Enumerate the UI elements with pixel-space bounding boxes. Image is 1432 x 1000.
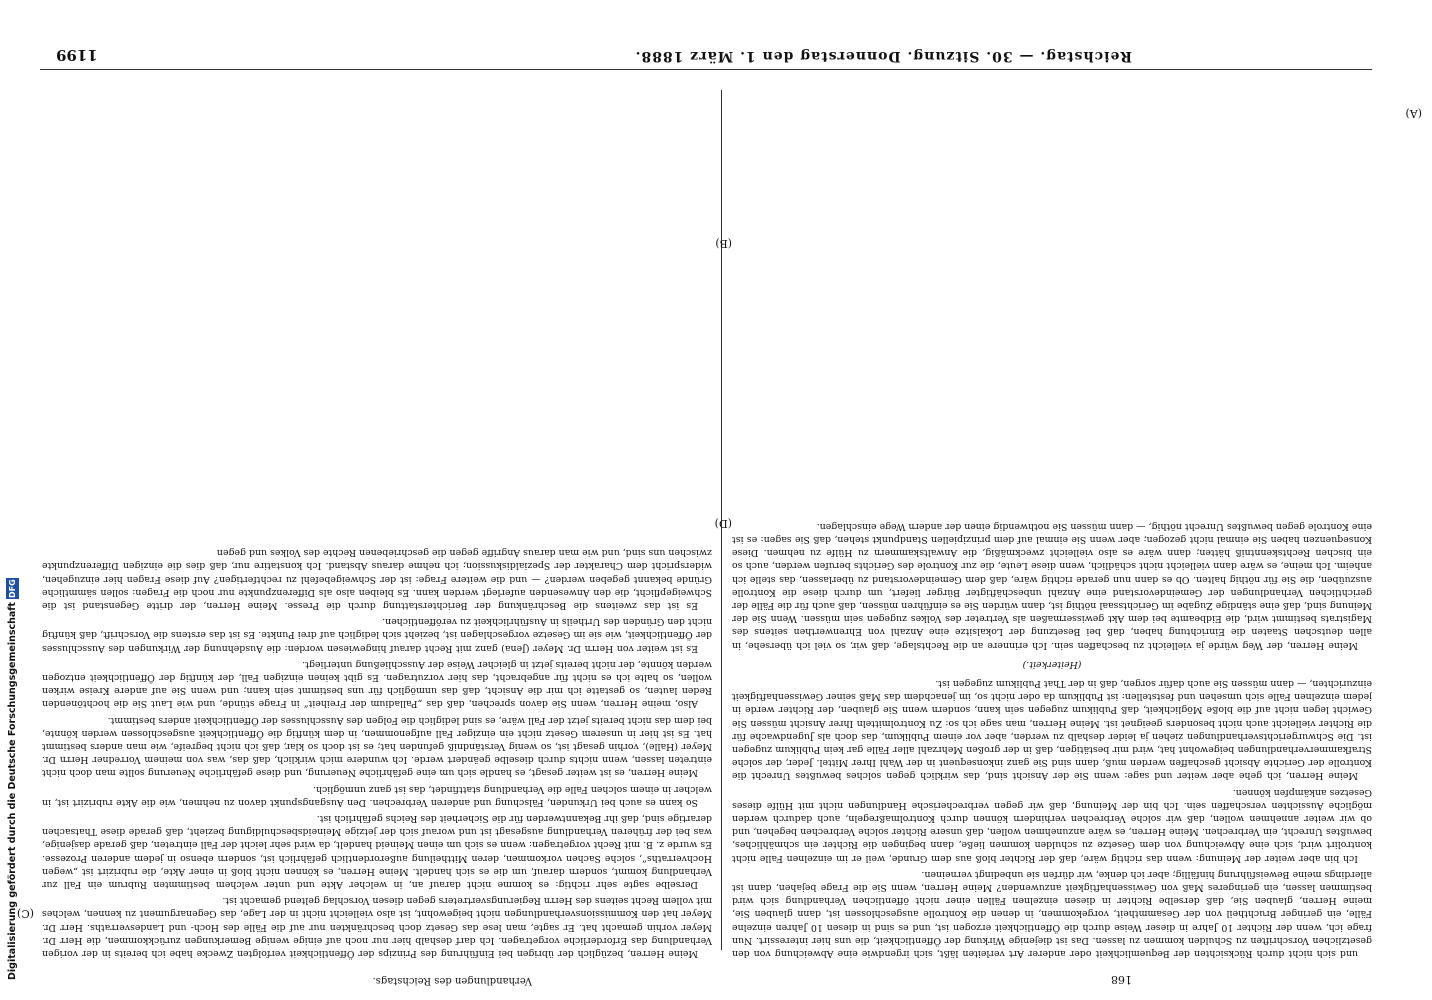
paragraph: So kann es auch bei Urkunden, Fälschung und anderen Verbrechen. Den Ausgangspunkt davon zu nehmen, wie die Akte rubrizirt ist, in welcher in einem solchen Falle die Verhandlung stattfindet, das ist ganz unmöglich. (42, 783, 712, 808)
paragraph: Derselbe sagte sehr richtig: es komme nicht darauf an, in welcher Akte und unter welchem bestimmten Rubrum ein Fall zur Verhandlung kommt, sondern darauf, um die es sich handelt. Meine Herren, es können nicht bloß in einer Akte, die rubrizirt ist „wegen Hochverraths“, solche Sachen vorkommen, deren Mittheilung außerordentlich gefährlich ist, sondern ebenso in jedem anderen Prozesse. Es wurde z. B. mit Recht vorgetragen: wenn es sich um einen Meineid handelt, da wird sehr leicht der Fall eintreten, daß gerade dasjenige, was bei der früheren Verhandlung ausgesagt ist und worauf sich der jetzige Meineidsbeschuldigung bezieht, daß gerade diese Thatsachen derartige sind, daß ihr Bekanntwerden für die Sicherheit des Reichs gefährlich ist. (42, 812, 712, 890)
signature-mark: 168 (1111, 973, 1132, 986)
paragraph: Meine Herren, es ist weiter gesagt, es handle sich um eine gefährliche Neuerung, und diese gefährliche Neuerung sollte man doch nicht eintreten lassen, wenn nichts durch dieselbe geändert werde. Ich wundere mich wirklich, daß das, was von meinem Vorredner Herrn Dr. Meyer (Halle), vorhin gesagt ist, so wenig Verständniß gefunden hat; es ist doch so klar, daß ich nicht begreife, wie man anders bestimmt hat. Es ist hier in unserem Gesetz nicht ein einziger Fall aufgenommen, in dem künftig die Öffentlichkeit ausgeschlossen werden könnte, bei dem das nicht bereits jetzt der Fall wäre, es sind lediglich die Folgen des Ausschlusses der Öffentlichkeit anders bestimmt. (42, 714, 712, 779)
margin-mark-a: (A) (1405, 107, 1422, 120)
dfg-logo: DFG (8, 579, 17, 598)
paragraph: Also, meine Herren, wenn Sie davon sprechen, daß das „Palladium der Freiheit“ in Frage stünde, und wie Laut Sie die hochtönenden Reden lauten, so gestatte ich mir die Ansicht, daß das unmöglich für uns bestimmt sein kann; und wenn Sie auf andere Kreise wirken wollen, so halte ich es nicht für angebracht, das hier vorzutragen. Es gibt keinen einzigen Fall, der künftig der Öffentlichkeit entzogen werden könnte, der nicht bereits jetzt in gleicher Weise der Ausschließung unterliegt. (42, 658, 712, 710)
margin-mark-b: (B) (715, 237, 732, 250)
left-footer: Verhandlungen des Reichstags. (372, 975, 532, 986)
credit-text: Digitalisierung gefördert durch die Deutsche Forschungsgemeinschaft (7, 602, 18, 980)
interjection: (Heiterkeit.) (1022, 658, 1082, 670)
left-column (732, 80, 1372, 960)
dfg-credit (6, 30, 22, 980)
page-title: Reichstag. — 30. Sitzung. Donnerstag den 1. März 1888. (634, 48, 1132, 64)
paragraph: Es ist weiter von Herrn Dr. Meyer (Jena) ganz mit Recht darauf hingewiesen worden: die Ausdehnung der Wirkungen des Ausschlusses der Öffentlichkeit, wie sie im Gesetze vorgeschlagen ist, bezieht sich lediglich auf drei Punkte. Es ist das erstens die Vorschrift, daß künftig nicht den Gründen des Urtheils in Ausführlichkeit zu veröffentlichen. (42, 616, 712, 654)
margin-mark-d: (D) (714, 517, 732, 530)
paragraph: und sich nicht durch Rücksichten der Bequemlichkeit oder anderer Art verleiten läßt, sich irgendwie eine Abweichung von den gesetzlichen Vorschriften zu Schulden kommen zu lassen. Das ist diejenige Wirkung der Öffentlichkeit, die uns hier interessirt. Nun frage ich, wenn der Richter 10 Jahre in dieser Weise durch die Öffentlichkeit erzogen ist, und es sind in diesen 10 Jahren einzelne Fälle, ein geringer Bruchtheil von der Gesammtheit, vorgekommen, in denen die Kontrolle ausgeschlossen ist, dann glauben Sie, meine Herren, glauben Sie, daß derselbe Richter in diesen einzelnen Fällen einer nicht öffentlichen Verhandlung sich wird bestimmen lassen, ein geringeres Maß von Gewissenhaftigkeit anzuwenden? Meine Herren, wenn Sie die Frage bejahen, dann ist allerdings meine Beweisführung hinfällig; aber ich denke, wir dürfen sie unbedingt verneinen. (732, 868, 1372, 959)
paragraph: Meine Herren, ich gehe aber weiter und sage: wenn Sie der Ansicht sind, das wirklich gegen solches bewußtes Unrecht die Kontrolle der Gerichte Absicht geschaffen werden muß, dann sind Sie ganz inkonsequent in der Wahl Ihrer Mittel. Jeder, der solche Strafkammerverhandlungen beigewohnt hat, wird mir bestätigen, daß in der großen Mehrzahl aller Fälle gar kein Publikum zugegen ist. Die Schwurgerichtsverhandlungen ziehen ja leider deshalb zu werden, aber vor einem Publikum, das doch als Jugendwache für die Richter vielleicht auch nicht besonders geeignet ist. Meine Herren, man sage ich so: Zu Kontrolmitteln Ihrer Ansicht müssen Sie Gewicht legen nicht auf die bloße Möglichkeit, daß Publikum zugegen sein kann, sondern wenn Sie glauben, der Richter werde in jedem einzelnen Falle sich umsehen und feststellen: ist Publikum da oder nicht so, im jenachdem das Maß seiner Gewissenhaftigkeit einzurichten, — dann müssen Sie auch dafür sorgen, daß in der That Publikum zugegen ist. (732, 677, 1372, 782)
margin-mark-c: (C) (17, 907, 34, 920)
paragraph: Meine Herren, der Weg würde ja vielleicht zu beschaffen sein. Ich erinnere an die Rechtslage, daß wir, so viel ich übersehe, in allen deutschen Staaten die Einrichtung haben, daß bei Besetzung der Lokalsitze eine Anzahl von Ehrenwerthen seitens des Magistrats bestimmt wird, die Eidbeamte bei dem Akt gewissermaßen als Vertreter des Volkes zugegen sein müssen. Wenn Sie der Meinung sind, daß eine ständige Zugabe im Gerichtssaal nöthig ist, dann würden Sie es einführen müssen, daß auch für die Fälle der gerichtlichen Verhandlungen der Gemeindevorstand eine Anzahl unbeschäftigter Bürger liefert, um durch diese die Kontrolle auszuüben, die Sie für nöthig halten. Ob es dann nun gerade richtig wäre, daß dem Gemeindevorstand zu überlassen, das stelle ich anheim. Ich meine, es wäre dann vielleicht nicht schädlich, wenn diese Leute, die zur Kontrole des Gerichts berufen werden, auch so ein bischen Rechtskenntniß hätten; dann wäre es also vielleicht zweckmäßig, die Anwaltskammern zu Hülfe zu nehmen. Diese Konsequenzen haben Sie einmal nicht gezogen; aber wenn Sie einmal auf dem prinzipiellen Standpunkt stehen, daß Sie sagen: es ist eine Kontrole gegen bewußtes Unrecht nöthig, — dann müssen Sie nothwendig einen der andern Wege einschlagen. (732, 520, 1372, 651)
right-column (42, 80, 712, 960)
paragraph: Meine Herren, bezüglich der übrigen bei Einführung des Prinzips der Öffentlichkeit verfolgten Zwecke habe ich bereits in der vorigen Verhandlung das Erforderliche vorgetragen. Ich darf deshalb hier nur noch auf einige wenige Bemerkungen zurückkommen, die Herr Dr. Meyer vorhin gemacht hat. Er sagte, man lese das Gesetz doch beschränkten nur auf die Fälle des Hoch- und Landesverraths. Herr Dr. Meyer hat den Kommissionsverhandlungen nicht beigewohnt, ist also vielleicht nicht in der Lage, das Gegenargument zu kennen, welches mit vollem Recht seitens des Herrn Regierungsvertreters gegen diesen Vorschlag geltend gemacht ist. (42, 895, 712, 959)
page-number: 1199 (56, 46, 98, 64)
page-header (40, 38, 1372, 68)
paragraph: Ich bin aber weiter der Meinung: wenn das richtig wäre, daß der Richter bloß aus dem Grunde, weil er im einzelnen Falle nicht kontrolirt wird, sich eine Abweichung von dem Gesetze zu schulden kommen ließe, dann begingen die Richter ein schmähliches, bewußtes Unrecht, ein Verbrechen. Meine Herren, es wäre anzunehmen wollen, daß unsere Richter solche Verbrechen begehen, und ob wir weiter annehmen wollen, daß wir solche Verbrechen verhindern können durch Kontrolmaßregeln, auch dadurch werden mögliche Aussichten verschaffen sein. Ich bin der Meinung, daß wir gegen verbrecherische Handlungen nicht mit Hülfe dieses Gesetzes ankämpfen können. (732, 786, 1372, 864)
header-rule (40, 69, 1372, 70)
paragraph: Es ist das zweitens die Beschränkung der Berichterstattung durch die Presse. Meine Herren, der dritte Gegenstand ist die Schweigepflicht, die den Anwesenden auferlegt werden kann. Es bleiben also als Differenzpunkte nur noch die Fragen: sollen sämmtliche Gründe bekannt gegeben werden? — und die weitere Frage: ist der Schweigebefehl zu rechtfertigen? Auf diese Fragen hier einzugehen, widerspricht dem Charakter der Spezialdiskussion; ich nehme daraus Abstand. Ich konstatire nur, daß dies die einzigen Differenzpunkte zwischen uns sind, und wie man daraus Angriffe gegen die geschriebenen Rechte des Volkes und gegen (42, 547, 712, 611)
